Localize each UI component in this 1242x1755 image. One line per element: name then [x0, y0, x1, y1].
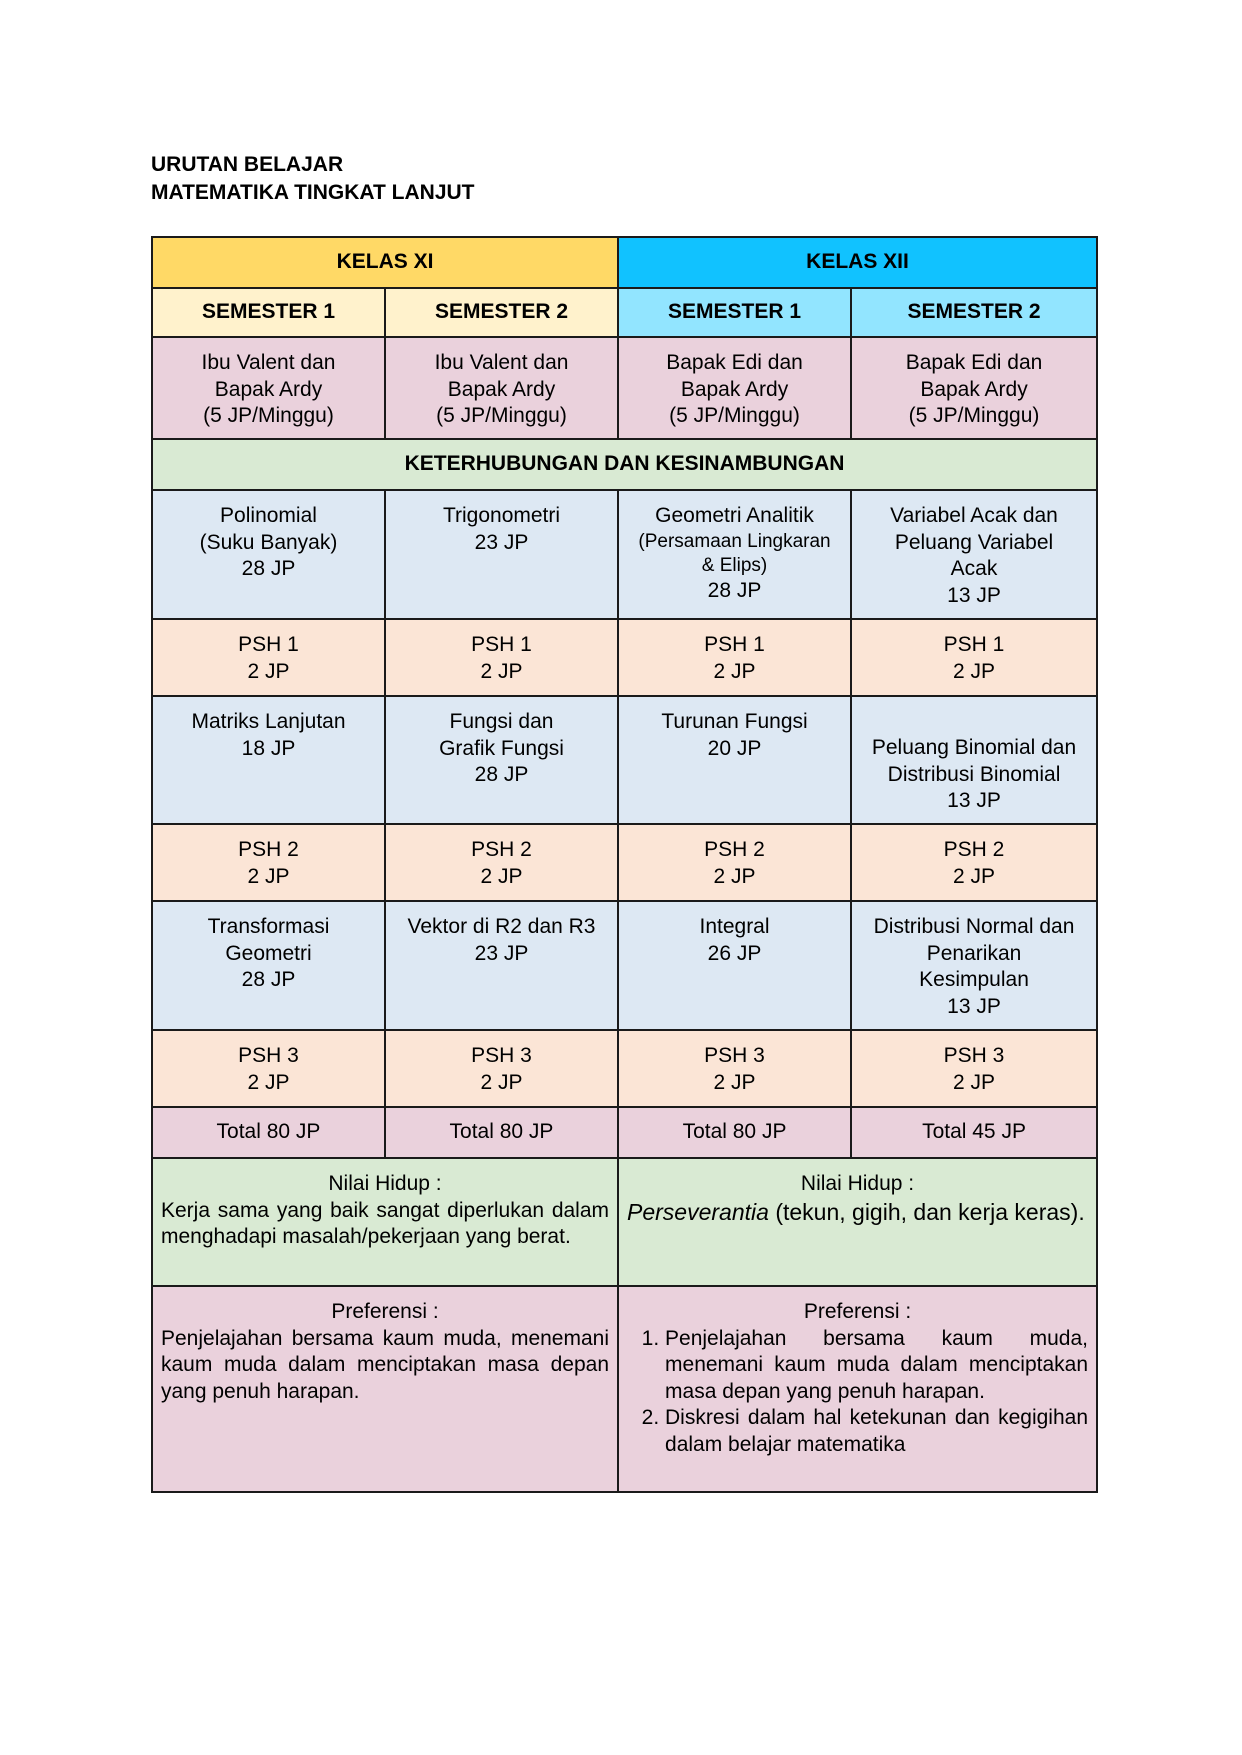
teachers-row: [152, 337, 1097, 439]
semester-header-xii-1: SEMESTER 1: [618, 288, 851, 337]
psh-label: PSH 2: [471, 838, 532, 861]
teacher-cell: [152, 337, 385, 439]
topic-cell: [385, 490, 618, 619]
psh-hours: 2 JP: [480, 1070, 523, 1094]
topic-hours: 28 JP: [707, 578, 762, 602]
psh-cell: [618, 619, 851, 696]
totals-row: [152, 1107, 1097, 1158]
psh-label: PSH 3: [704, 1044, 765, 1067]
psh-label: PSH 1: [704, 633, 765, 656]
topic-hours: 13 JP: [947, 994, 1001, 1018]
semester-header-xi-2: SEMESTER 2: [385, 288, 618, 337]
psh-2-row: [152, 824, 1097, 901]
preferensi-label: Preferensi :: [331, 1300, 439, 1323]
title-line-2: MATEMATIKA TINGKAT LANJUT: [151, 181, 475, 204]
topic-hours: 28 JP: [474, 763, 529, 786]
psh-cell: [851, 1030, 1097, 1107]
psh-label: PSH 3: [943, 1044, 1005, 1067]
topic-cell: [152, 490, 385, 619]
topics-row-2: [152, 696, 1097, 824]
preferensi-item: 1. Penjelajahan bersama kaum muda, menemani kaum muda dalam menciptakan masa depan yang penuh harapan.: [665, 1326, 1088, 1406]
topics-row-3: [152, 901, 1097, 1030]
topic-hours: 23 JP: [474, 941, 529, 965]
psh-label: PSH 1: [238, 633, 299, 656]
topic-hours: 23 JP: [474, 530, 529, 554]
topic-cell: [618, 901, 851, 1030]
teacher-line: Bapak Ardy: [447, 377, 556, 401]
psh-label: PSH 2: [704, 838, 765, 861]
psh-label: PSH 3: [238, 1044, 299, 1067]
psh-cell: [152, 1030, 385, 1107]
hours-per-week: (5 JP/Minggu): [203, 404, 334, 427]
topic-cell: [385, 901, 618, 1030]
topic-name: Matriks Lanjutan: [191, 710, 346, 733]
topic-name: Variabel Acak dan: [890, 504, 1058, 527]
topic-name: Transformasi: [207, 915, 330, 938]
topic-subtitle: & Elips): [701, 554, 768, 576]
topic-hours: 20 JP: [707, 736, 762, 760]
psh-cell: [618, 824, 851, 901]
psh-label: PSH 1: [471, 633, 532, 656]
teacher-line: Bapak Ardy: [680, 377, 789, 401]
preferensi-item: 2. Diskresi dalam hal ketekunan dan kegigihan dalam belajar matematika: [665, 1405, 1088, 1458]
topic-cell: [152, 696, 385, 824]
teacher-cell: [851, 337, 1097, 439]
topic-hours: 13 JP: [947, 583, 1001, 607]
psh-label: PSH 2: [943, 838, 1005, 861]
topic-hours: 18 JP: [241, 736, 296, 760]
psh-cell: [385, 824, 618, 901]
nilai-hidup-text: Kerja sama yang baik sangat diperlukan dalam menghadapi masalah/pekerjaan yang berat.: [161, 1198, 610, 1248]
psh-hours: 2 JP: [247, 1070, 290, 1094]
section-header: KETERHUBUNGAN DAN KESINAMBUNGAN: [152, 439, 1097, 490]
topic-name: Geometri Analitik: [655, 504, 814, 527]
teacher-line: Bapak Ardy: [920, 377, 1028, 401]
psh-1-row: [152, 619, 1097, 696]
preferensi-row: [152, 1286, 1097, 1492]
preferensi-label: Preferensi :: [803, 1300, 912, 1323]
psh-hours: 2 JP: [713, 659, 756, 683]
psh-cell: [618, 1030, 851, 1107]
psh-cell: [851, 824, 1097, 901]
topic-name: Grafik Fungsi: [439, 736, 564, 760]
topic-hours: 26 JP: [707, 941, 762, 965]
psh-hours: 2 JP: [480, 659, 523, 683]
topic-name: Trigonometri: [442, 504, 561, 527]
nilai-hidup-rest: (tekun, gigih, dan kerja keras).: [768, 1198, 1085, 1225]
topic-cell: [152, 901, 385, 1030]
psh-cell: [385, 1030, 618, 1107]
title-line-1: URUTAN BELAJAR: [151, 153, 344, 176]
topic-name: Distribusi Binomial: [887, 762, 1061, 786]
nilai-hidup-xii: [618, 1158, 1097, 1286]
psh-label: PSH 1: [943, 633, 1005, 656]
teacher-line: Ibu Valent dan: [201, 351, 336, 374]
nilai-hidup-label: Nilai Hidup :: [800, 1172, 915, 1195]
topic-cell: [618, 696, 851, 824]
topic-name: Polinomial: [220, 504, 317, 527]
semester-header-xii-2: SEMESTER 2: [851, 288, 1097, 337]
psh-hours: 2 JP: [953, 659, 996, 683]
nilai-hidup-row: [152, 1158, 1097, 1286]
teacher-line: Bapak Ardy: [214, 377, 323, 401]
kelas-xii-header: KELAS XII: [618, 237, 1097, 288]
learning-sequence-table: [151, 236, 1098, 1493]
class-header-row: [152, 237, 1097, 288]
topic-name: Penarikan: [926, 941, 1022, 965]
semester-header-row: [152, 288, 1097, 337]
nilai-hidup-label: Nilai Hidup :: [328, 1172, 442, 1195]
total-cell: Total 80 JP: [152, 1107, 385, 1158]
psh-hours: 2 JP: [953, 864, 996, 888]
topic-name: Kesimpulan: [919, 968, 1029, 991]
topic-cell: [385, 696, 618, 824]
document-title: [151, 151, 475, 207]
total-cell: Total 80 JP: [385, 1107, 618, 1158]
topic-cell: [851, 490, 1097, 619]
nilai-hidup-italic: Perseverantia: [627, 1198, 769, 1225]
teacher-cell: [618, 337, 851, 439]
topic-name: Peluang Variabel: [894, 530, 1054, 554]
topic-subtitle: (Persamaan Lingkaran: [638, 530, 831, 552]
psh-hours: 2 JP: [480, 864, 523, 888]
semester-header-xi-1: SEMESTER 1: [152, 288, 385, 337]
preferensi-xi: [152, 1286, 618, 1492]
topic-name: Distribusi Normal dan: [873, 915, 1075, 938]
topic-hours: 28 JP: [241, 968, 296, 991]
topic-name: Vektor di R2 dan R3: [407, 915, 596, 938]
topics-row-1: [152, 490, 1097, 619]
topic-name: Integral: [699, 915, 770, 938]
hours-per-week: (5 JP/Minggu): [669, 404, 800, 427]
topic-name: Peluang Binomial dan: [871, 736, 1077, 759]
psh-hours: 2 JP: [713, 1070, 756, 1094]
topic-name: Fungsi dan: [449, 710, 554, 733]
psh-hours: 2 JP: [247, 659, 290, 683]
topic-name: Turunan Fungsi: [661, 710, 808, 733]
topic-hours: 28 JP: [241, 557, 296, 580]
psh-3-row: [152, 1030, 1097, 1107]
topic-name: Acak: [950, 557, 998, 580]
topic-name: Geometri: [225, 941, 312, 965]
teacher-line: Bapak Edi dan: [666, 351, 803, 374]
psh-hours: 2 JP: [247, 864, 290, 888]
teacher-line: Bapak Edi dan: [905, 351, 1043, 374]
hours-per-week: (5 JP/Minggu): [908, 404, 1040, 427]
topic-cell: [851, 696, 1097, 824]
psh-hours: 2 JP: [953, 1070, 996, 1094]
total-cell: Total 80 JP: [618, 1107, 851, 1158]
psh-cell: [385, 619, 618, 696]
preferensi-xii: [618, 1286, 1097, 1492]
psh-hours: 2 JP: [713, 864, 756, 888]
total-cell: Total 45 JP: [851, 1107, 1097, 1158]
preferensi-list: [627, 1326, 1088, 1459]
topic-hours: 13 JP: [947, 789, 1001, 812]
hours-per-week: (5 JP/Minggu): [436, 404, 567, 427]
psh-cell: [851, 619, 1097, 696]
topic-cell: [851, 901, 1097, 1030]
psh-cell: [152, 824, 385, 901]
nilai-hidup-text: [627, 1198, 1088, 1227]
topic-subtitle: (Suku Banyak): [199, 530, 338, 554]
topic-cell: [618, 490, 851, 619]
psh-cell: [152, 619, 385, 696]
teacher-line: Ibu Valent dan: [434, 351, 569, 374]
psh-label: PSH 2: [238, 838, 299, 861]
kelas-xi-header: KELAS XI: [152, 237, 618, 288]
section-header-row: [152, 439, 1097, 490]
nilai-hidup-xi: [152, 1158, 618, 1286]
teacher-cell: [385, 337, 618, 439]
psh-label: PSH 3: [471, 1044, 532, 1067]
preferensi-text: Penjelajahan bersama kaum muda, menemani kaum muda dalam menciptakan masa depan yang penuh harapan.: [161, 1326, 610, 1403]
